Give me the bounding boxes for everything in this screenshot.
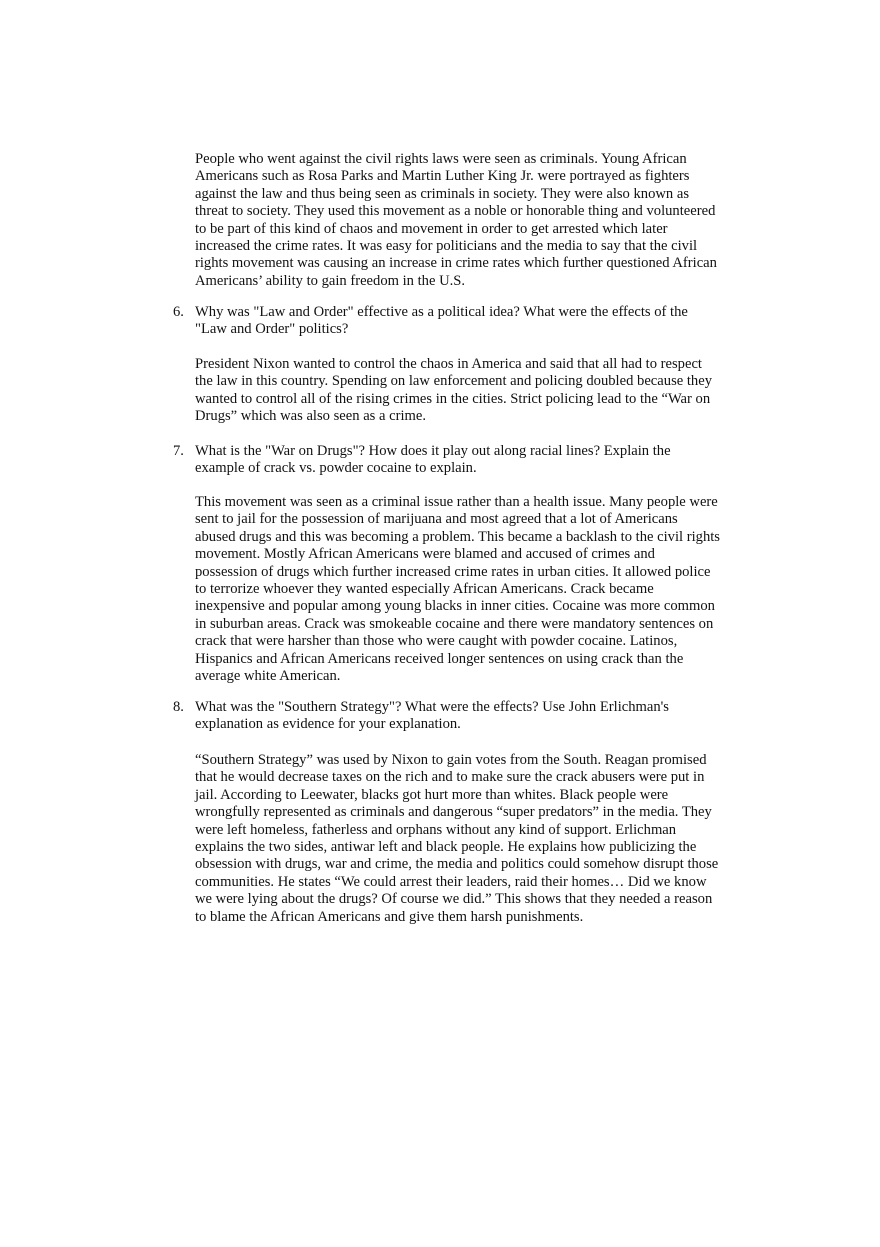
answer-8-line: communities. He states “We could arrest their leaders, raid their homes… Did we know (195, 873, 707, 890)
answer-8-line: “Southern Strategy” was used by Nixon to gain votes from the South. Reagan promised (195, 752, 707, 768)
answer-8-line: that he would decrease taxes on the rich and to make sure the crack abusers were put in (195, 769, 705, 786)
answer-8-line: wrongfully represented as criminals and dangerous “super predators” in the media. They (195, 804, 712, 821)
answer-7-line: inexpensive and popular among young blacks in inner cities. Cocaine was more common (195, 598, 715, 615)
answer-5-line: threat to society. They used this movement as a noble or honorable thing and volunteered (195, 203, 716, 220)
answer-5-line: to be part of this kind of chaos and movement in order to get arrested which later (195, 220, 668, 237)
answer-7-paragraph (195, 494, 740, 685)
answer-5-line: Americans’ ability to gain freedom in the U.S. (195, 272, 466, 289)
question-6-line: Why was "Law and Order" effective as a political idea? What were the effects of the (195, 304, 688, 320)
answer-7-line: abused drugs and this was becoming a problem. This became a backlash to the civil rights (195, 528, 720, 545)
answer-5-line: Americans such as Rosa Parks and Martin Luther King Jr. were portrayed as fighters (195, 168, 690, 185)
question-7-number: 7. (173, 443, 184, 459)
question-8-number: 8. (173, 699, 184, 715)
answer-6-line: President Nixon wanted to control the chaos in America and said that all had to respect (195, 356, 702, 372)
question-8-line: What was the "Southern Strategy"? What were the effects? Use John Erlichman's (195, 699, 669, 715)
answer-5-paragraph (195, 151, 740, 290)
answer-5-line: against the law and thus being seen as criminals in society. They were also known as (195, 185, 690, 202)
question-6-prompt (195, 304, 740, 339)
answer-8-line: we were lying about the drugs? Of course we did.” This shows that they needed a reason (195, 891, 713, 908)
answer-7-line: crack that were harsher than those who were caught with powder cocaine. Latinos, (195, 633, 678, 650)
question-6-line: "Law and Order" politics? (195, 321, 349, 338)
question-8-line: explanation as evidence for your explanation. (195, 716, 461, 733)
answer-7-line: in suburban areas. Crack was smokeable cocaine and there were mandatory sentences on (195, 615, 714, 632)
answer-7-line: This movement was seen as a criminal issue rather than a health issue. Many people were (195, 494, 718, 510)
question-6-number: 6. (173, 304, 184, 320)
answer-7-line: sent to jail for the possession of marijuana and most agreed that a lot of Americans (195, 511, 678, 528)
answer-8-line: jail. According to Leewater, blacks got hurt more than whites. Black people were (195, 786, 669, 803)
answer-7-line: to terrorize whoever they wanted especially African Americans. Crack became (195, 581, 654, 598)
question-7-line: example of crack vs. powder cocaine to explain. (195, 460, 477, 477)
answer-7-line: movement. Mostly African Americans were blamed and accused of crimes and (195, 546, 655, 563)
answer-6-line: the law in this country. Spending on law enforcement and policing doubled because they (195, 373, 712, 390)
answer-7-line: possession of drugs which further increased crime rates in urban cities. It allowed police (195, 563, 711, 580)
answer-5-line: People who went against the civil rights laws were seen as criminals. Young African (195, 151, 687, 167)
answer-5-line: rights movement was causing an increase in crime rates which further questioned African (195, 255, 717, 272)
answer-7-line: Hispanics and African Americans received longer sentences on using crack than the (195, 650, 684, 667)
answer-8-line: explains the two sides, antiwar left and black people. He explains how publicizing the (195, 839, 697, 856)
answer-6-line: Drugs” which was also seen as a crime. (195, 408, 426, 425)
answer-6-paragraph (195, 356, 740, 426)
answer-6-line: wanted to control all of the rising crimes in the cities. Strict policing lead to the “War on (195, 390, 711, 407)
question-7-prompt (195, 443, 740, 478)
answer-8-line: obsession with drugs, war and crime, the media and politics could somehow disrupt those (195, 856, 719, 873)
answer-7-line: average white American. (195, 668, 341, 685)
answer-5-line: increased the crime rates. It was easy for politicians and the media to say that the civil (195, 238, 698, 255)
answer-8-line: were left homeless, fatherless and orphans without any kind of support. Erlichman (195, 821, 677, 838)
question-8-prompt (195, 699, 740, 734)
question-7-line: What is the "War on Drugs"? How does it play out along racial lines? Explain the (195, 443, 671, 459)
answer-8-line: to blame the African Americans and give them harsh punishments. (195, 908, 584, 925)
answer-8-paragraph (195, 752, 740, 926)
